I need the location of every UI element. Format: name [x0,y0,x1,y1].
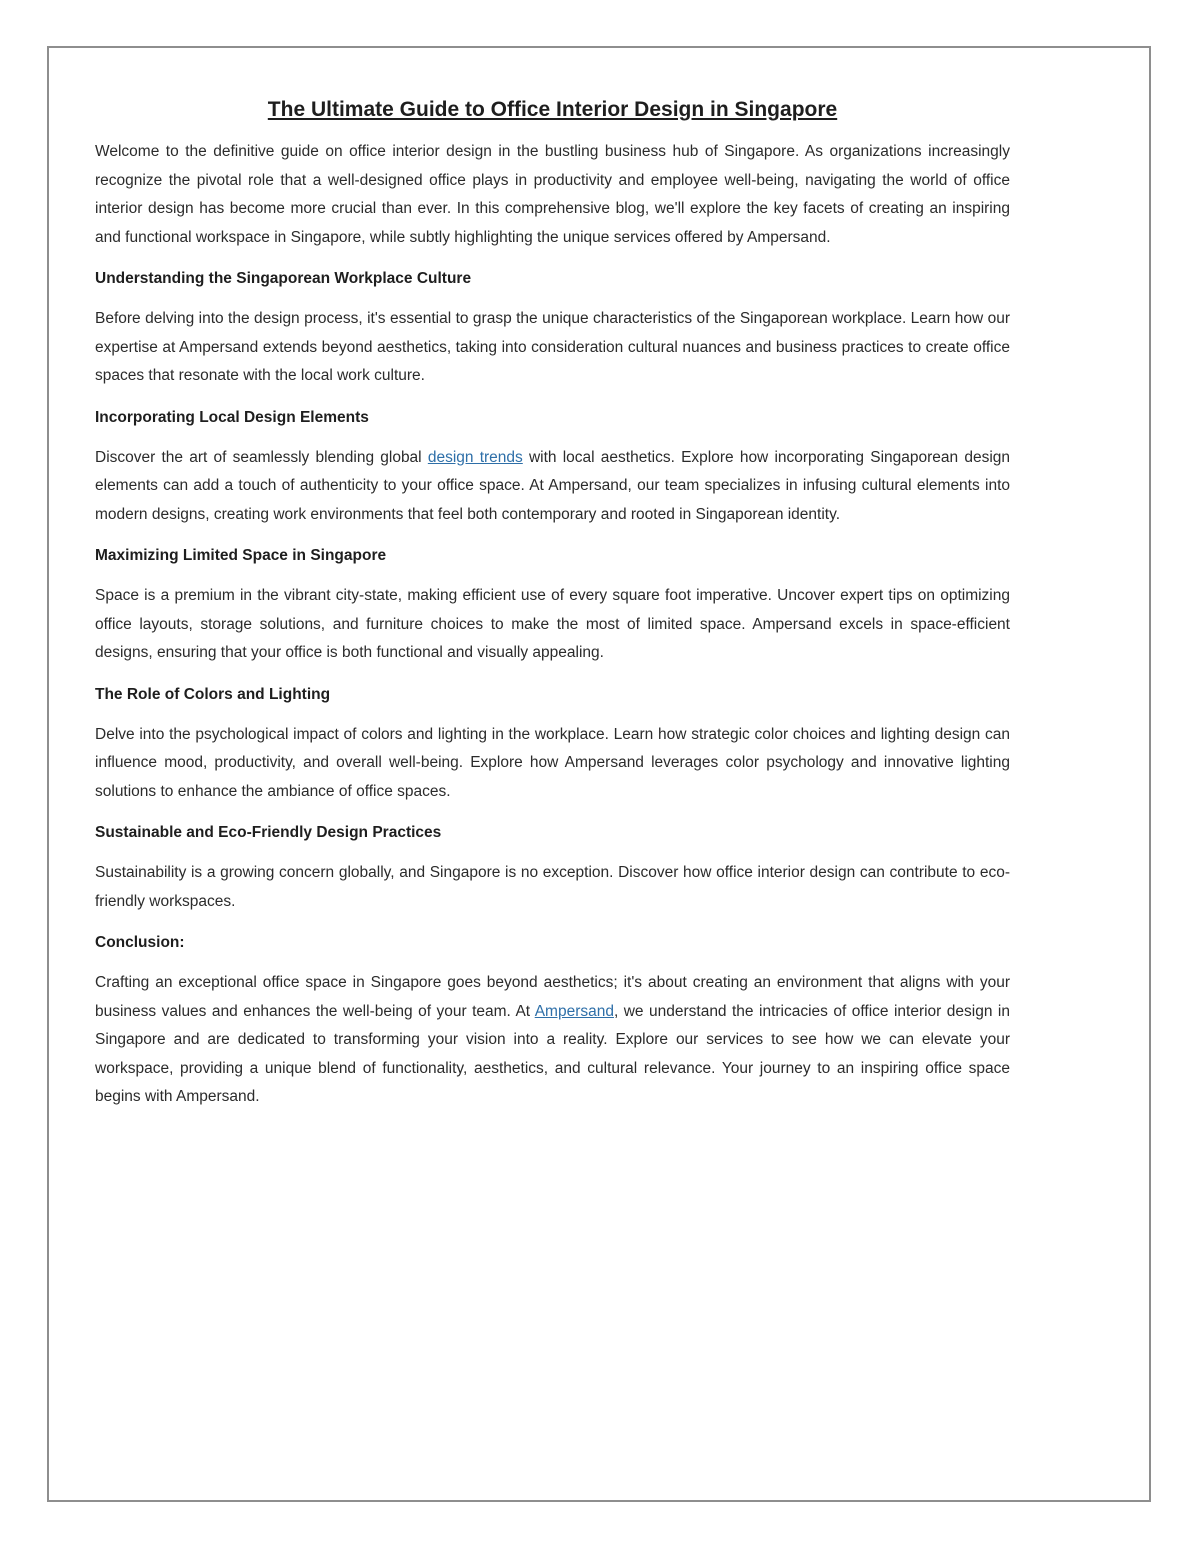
paragraph-text: Discover the art of seamlessly blending global [95,448,428,466]
section-sustainable-design [95,821,1010,916]
section-heading: Incorporating Local Design Elements [95,408,369,426]
section-heading: Sustainable and Eco-Friendly Design Practices [95,824,442,841]
document-title: The Ultimate Guide to Office Interior Design in Singapore [267,98,838,121]
document-body [95,96,1010,1112]
section-workplace-culture [95,267,1010,391]
paragraph-text: , we understand the intricacies of office interior design in Singapore and are dedicated to transforming your vision into a reality. Explore our services to see how we can elevate your workspace, providing a unique blend of functionality, aesthetics, and cultural relevance. Your journey to an inspiring office space begins with Ampersand. [95,1002,1010,1105]
section-heading: The Role of Colors and Lighting [95,685,331,703]
section-heading: Conclusion: [95,934,185,951]
section-paragraph: Space is a premium in the vibrant city-state, making efficient use of every square foot imperative. Uncover expert tips on optimizing office layouts, storage solutions, and furniture choices to make the most of limited space. Ampersand excels in space-efficient designs, ensuring that your office is both functional and visually appealing. [95,587,1010,661]
intro-paragraph: Welcome to the definitive guide on office interior design in the bustling business hub of Singapore. As organizations increasingly recognize the pivotal role that a well-designed office plays in productivity and employee well-being, navigating the world of office interior design has become more crucial than ever. In this comprehensive blog, we'll explore the key facets of creating an inspiring and functional workspace in Singapore, while subtly highlighting the unique services offered by Ampersand. [95,143,1010,246]
design-trends-link[interactable]: design trends [427,448,523,466]
section-colors-lighting [95,683,1010,807]
section-local-design [95,406,1010,530]
section-paragraph: Delve into the psychological impact of colors and lighting in the workplace. Learn how strategic color choices and lighting design can influence mood, productivity, and overall well-being. Explore how Ampersand leverages color psychology and innovative lighting solutions to enhance the ambiance of office spaces. [95,725,1010,800]
ampersand-link[interactable]: Ampersand [534,1002,614,1020]
section-heading: Understanding the Singaporean Workplace Culture [95,270,472,287]
section-paragraph: Before delving into the design process, it's essential to grasp the unique characteristics of the Singaporean workplace. Learn how our expertise at Ampersand extends beyond aesthetics, taking into consideration cultural nuances and business practices to create office spaces that resonate with the local work culture. [95,310,1010,384]
section-heading: Maximizing Limited Space in Singapore [95,547,387,564]
section-paragraph [95,444,1010,530]
section-paragraph [95,969,1010,1112]
section-limited-space [95,544,1010,668]
section-conclusion [95,931,1010,1112]
section-paragraph: Sustainability is a growing concern globally, and Singapore is no exception. Discover how office interior design can contribute to eco-friendly workspaces. [95,864,1010,910]
paragraph-text: with local aesthetics. Explore how incorporating Singaporean design elements can add a touch of authenticity to your office space. At Ampersand, our team specializes in infusing cultural elements into modern designs, creating work environments that feel both contemporary and rooted in Singaporean identity. [95,448,1011,523]
paragraph-text: Crafting an exceptional office space in Singapore goes beyond aesthetics; it's about creating an environment that aligns with your business values and enhances the well-being of your team. At [95,974,1010,1020]
